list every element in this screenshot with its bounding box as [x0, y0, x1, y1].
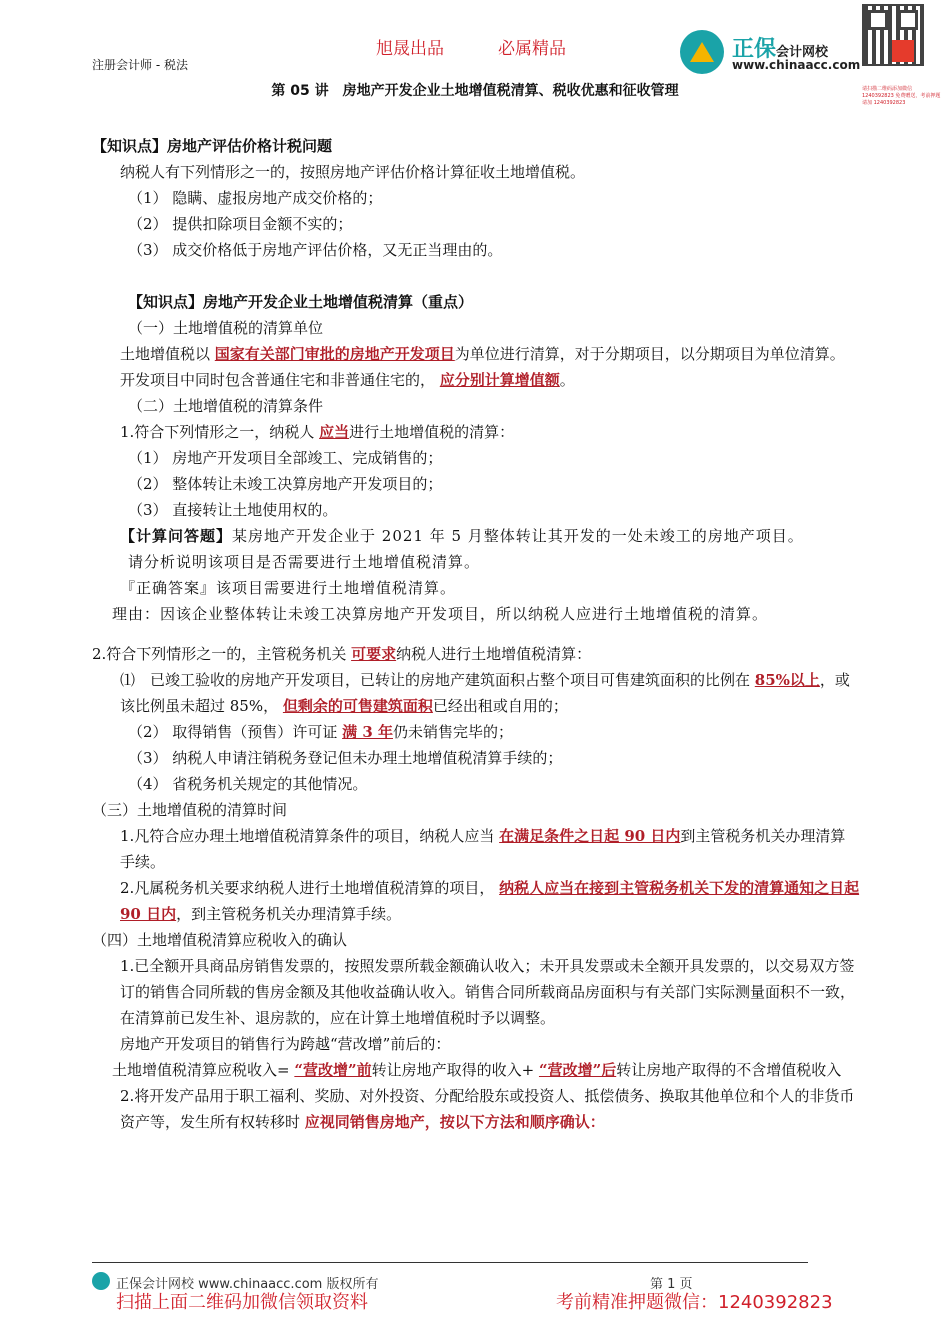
promo-left: 扫描上面二维码加微信领取资料	[116, 1292, 368, 1313]
reason: 理由：因该企业整体转让未竣工决算房地产开发项目，所以纳税人应进行土地增值税的清算。	[112, 605, 769, 623]
logo-icon	[680, 30, 724, 74]
highlight: 可要求	[351, 645, 397, 663]
highlight: 满 3 年	[342, 723, 393, 741]
logo-url: www.chinaacc.com	[732, 58, 861, 72]
paragraph: 土地增值税以 国家有关部门审批的房地产开发项目为单位进行清算，对于分期项目，以分期项目为单位清算。	[120, 345, 845, 363]
question: 【计算问答题】某房地产开发企业于 2021 年 5 月整体转让其开发的一处未竣工的房地产项目。	[120, 527, 804, 545]
formula: 土地增值税清算应税收入= “营改增”前转让房地产取得的收入+ “营改增”后转让房地产取得的不含增值税收入	[112, 1061, 842, 1079]
course-title: 注册会计师 - 税法	[92, 58, 188, 72]
list-item: （1） 隐瞒、虚报房地产成交价格的；	[128, 189, 383, 207]
question-ask: 请分析说明该项目是否需要进行土地增值税清算。	[128, 553, 481, 571]
logo-name: 正保	[732, 37, 777, 62]
highlight: “营改增”后	[538, 1061, 617, 1079]
document-body	[92, 133, 860, 1135]
paragraph: 1.凡符合应办理土地增值税清算条件的项目，纳税人应当 在满足条件之日起 90 日内到主管税务机关办理清算手续。	[120, 827, 846, 871]
highlight: 85%以上	[754, 671, 820, 689]
subsection-title: （一）土地增值税的清算单位	[128, 319, 324, 337]
paragraph: 2.凡属税务机关要求纳税人进行土地增值税清算的项目， 纳税人应当在接到主管税务机关下发的清算通知之日起 90 日内，到主管税务机关办理清算手续。	[120, 879, 860, 923]
highlight: 但剩余的可售建筑面积	[282, 697, 433, 715]
lecture-title: 第 05 讲 房地产开发企业土地增值税清算、税收优惠和征收管理	[271, 83, 679, 99]
list-item: （3） 成交价格低于房地产评估价格，又无正当理由的。	[128, 241, 503, 259]
subsection-title: （二）土地增值税的清算条件	[128, 397, 324, 415]
subsection-title: （三）土地增值税的清算时间	[92, 801, 288, 819]
highlight: 应当	[319, 423, 350, 441]
copyright: 正保会计网校 www.chinaacc.com 版权所有	[116, 1277, 379, 1292]
section-title: 【知识点】房地产开发企业土地增值税清算（重点）	[128, 293, 474, 311]
paragraph: 1.符合下列情形之一，纳税人 应当进行土地增值税的清算：	[120, 423, 515, 441]
footer-divider	[92, 1262, 808, 1263]
chinaacc-logo[interactable]	[680, 30, 860, 80]
list-item: （2） 取得销售（预售）许可证 满 3 年仍未销售完毕的；	[128, 723, 513, 741]
list-item: （2） 提供扣除项目金额不实的；	[128, 215, 353, 233]
list-item: （2） 整体转让未竣工决算房地产开发项目的；	[128, 475, 443, 493]
stamp-2: 必属精品	[498, 39, 566, 59]
chinaacc-footer-icon	[92, 1272, 110, 1290]
promo-right: 考前精准押题微信：1240392823	[556, 1292, 833, 1313]
highlight: 应分别计算增值额	[439, 371, 560, 389]
highlight: “营改增”前	[294, 1061, 372, 1079]
highlight: 纳税人应当在接到主管税务机关下发的清算通知之日起 90 日内	[120, 879, 860, 923]
page-number: 第 1 页	[650, 1277, 693, 1292]
subsection-title: （四）土地增值税清算应税收入的确认	[92, 931, 348, 949]
answer: 『正确答案』该项目需要进行土地增值税清算。	[120, 579, 457, 597]
stamp-1: 旭晟出品	[376, 39, 444, 59]
paragraph: 开发项目中同时包含普通住宅和非普通住宅的， 应分别计算增值额。	[120, 371, 575, 389]
paragraph: 2.将开发产品用于职工福利、奖励、对外投资、分配给股东或投资人、抵偿债务、换取其他单位和个人的非货币资产等，发生所有权转移时 应视同销售房地产，按以下方法和顺序确认：	[120, 1087, 855, 1131]
list-item: （4） 省税务机关规定的其他情况。	[128, 775, 368, 793]
logo-sub: 会计网校	[776, 45, 829, 60]
list-item: （3） 直接转让土地使用权的。	[128, 501, 338, 519]
paragraph: 1.已全额开具商品房销售发票的，按照发票所载金额确认收入；未开具发票或未全额开具发票的，以交易双方签订的销售合同所载的售房金额及其他收益确认收入。销售合同所载商品房面积与有关部门实际测量面积不一致，在清算前已发生补、退房款的，应在计算土地增值税时予以调整。	[120, 957, 856, 1027]
highlight: 应视同销售房地产，按以下方法和顺序确认：	[304, 1113, 605, 1131]
list-item: ⑴ 已竣工验收的房地产开发项目，已转让的房地产建筑面积占整个项目可售建筑面积的比例在 85%以上，或该比例虽未超过 85%， 但剩余的可售建筑面积已经出租或自用的；	[120, 671, 850, 715]
list-item: （1） 房地产开发项目全部竣工、完成销售的；	[128, 449, 443, 467]
list-item: （3） 纳税人申请注销税务登记但未办理土地增值税清算手续的；	[128, 749, 563, 767]
paragraph: 2.符合下列情形之一的，主管税务机关 可要求纳税人进行土地增值税清算：	[92, 645, 592, 663]
highlight: 国家有关部门审批的房地产开发项目	[214, 345, 455, 363]
highlight: 在满足条件之日起 90 日内	[499, 827, 681, 845]
section-title: 【知识点】房地产评估价格计税问题	[92, 137, 333, 155]
paragraph: 纳税人有下列情形之一的，按照房地产评估价格计算征收土地增值税。	[120, 163, 586, 181]
paragraph: 房地产开发项目的销售行为跨越“营改增”前后的：	[120, 1035, 451, 1053]
qr-note: 请扫描二维码添加微信 1240392823 免费赠送，考前押题请加 1240392823	[862, 86, 941, 106]
qr-badge-icon	[892, 40, 914, 62]
